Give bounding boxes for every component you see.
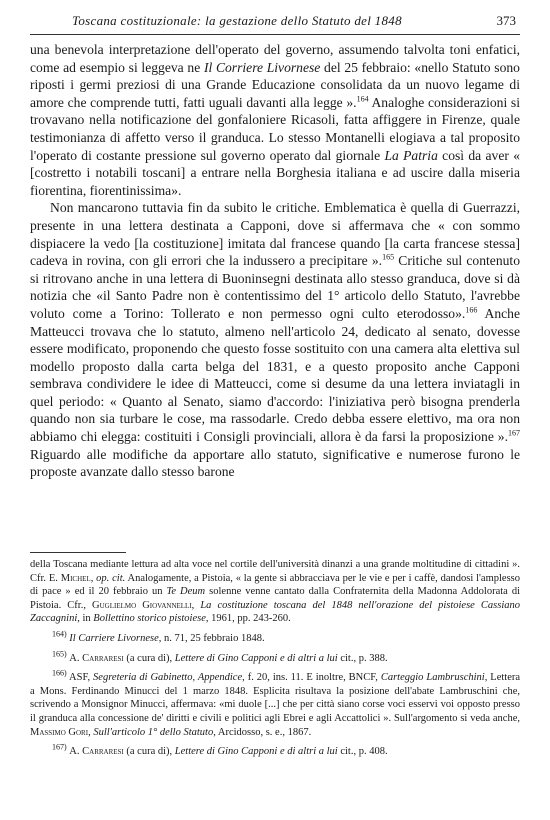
footnote-ref: 165 <box>382 252 395 262</box>
text-run: (a cura di), <box>123 652 175 664</box>
text-run: Anche Matteucci trovava che lo statuto, almeno nell'articolo 24, dedicato al senato, dovesse essere modificato, proponendo che questo fosse sostituito con una camera alta elettiva sul modello proposto dalla carta belga del 1831, e a questo proposito anche Capponi sembrava condividere le idee di Matteucci, come si desume da una lettera inviatagli in quel periodo: « Quanto al Senato, siamo d'accordo: l'iniziativa però bisogna prenderla quando non sia turbare le cose, ma rassodarle. Credo debba essere elettivo, ma ora non abbiamo chi elegga: costituiti i Consigli provinciali, allora è da farsi la proposizione ». <box>30 305 520 445</box>
text-run: , 1961, pp. 243-260. <box>205 613 291 625</box>
footnote-ref: 167 <box>508 428 520 438</box>
journal-title: Bollettino storico pistoiese <box>93 613 206 625</box>
italic-term: Te Deum <box>166 586 206 598</box>
archive-series: Carteggio Lambruschini <box>380 672 485 684</box>
footnote-167 <box>30 742 520 759</box>
footnotes-rule <box>30 552 126 553</box>
text-run: , Arcidosso, s. e., 1867. <box>213 726 312 738</box>
text-run: solenne venne cantato dalla Confraternita della Madonna Addolorata di Pistoia. Cfr., <box>30 586 521 611</box>
author-name: Guglielmo Giovannelli <box>92 599 192 611</box>
page-number: 373 <box>496 13 516 28</box>
footnote-number: 166) <box>52 668 67 678</box>
footnote-164 <box>30 629 520 646</box>
work-title: La costituzione toscana del 1848 nell'orazione del pistoiese Cassiano Zaccagnini <box>30 599 520 625</box>
text-run: , in <box>77 613 94 625</box>
footnote-number: 165) <box>52 649 67 659</box>
text-run: una benevola interpretazione dell'operato del governo, assumendo talvolta toni enfatici, come ad esempio si leggeva ne <box>30 42 520 75</box>
text-run: Critiche sul contenuto si ritrovano anche in una lettera di Buoninsegni destinata allo stesso granduca, dove si dà notizia che «il Santo Padre non è contentissimo del 1° articolo dello Statuto, l'avrebbe voluto come a Torino: Tollerato e non permesso ogni culto eterodosso». <box>30 253 520 321</box>
author-name: Massimo Gori <box>30 726 89 738</box>
running-title: Toscana costituzionale: la gestazione dello Statuto del 1848 <box>72 13 402 28</box>
text-run: cit., p. 388. <box>337 652 388 664</box>
text-run: , <box>88 726 94 738</box>
text-run: cit., p. 408. <box>337 746 388 758</box>
text-run: Non mancarono tuttavia fin da subito le critiche. Emblematica è quella di Guerrazzi, presente in una lettera destinata a Capponi, dove si affermava che « con sommo dispiacere la vedo [la costituzione] imitata dal francese quando [la carta francese stessa] cadeva in rovina, con gli errori che la indussero a precipitare ». <box>30 200 520 269</box>
archive-series: Segreteria di Gabinetto, Appendice <box>93 672 243 684</box>
footnote-ref: 164 <box>356 94 369 104</box>
footnote-number: 167) <box>52 742 67 752</box>
footnote-continuation <box>30 558 520 626</box>
text-run: , <box>90 572 97 584</box>
text-run: (a cura di), <box>123 746 175 758</box>
running-header <box>30 13 520 31</box>
footnote-166 <box>30 668 521 739</box>
text-run: della Toscana mediante lettura ad alta voce nel cortile dell'università dinanzi a una grande moltitudine di cittadini ». Cfr. <box>30 559 520 584</box>
citation-abbrev: op. cit. <box>96 572 126 584</box>
text-run: ASF, <box>69 672 94 684</box>
text-run: , f. 20, ins. 11. E inoltre, BNCF, <box>242 672 381 684</box>
text-run: , <box>191 599 201 611</box>
paragraph-2 <box>30 199 520 481</box>
author-name: E. Michel <box>48 572 91 584</box>
author-name: A. Carraresi <box>69 746 124 758</box>
text-run: Analogamente, a Pistoia, « la gente si abbracciava per le vie e per i caffè, dandosi l'amplesso di pace » ed il 20 febbraio un <box>30 572 521 598</box>
newspaper-title: Il Corriere Livornese <box>203 59 321 75</box>
work-title: Sull'articolo 1° dello Statuto <box>93 726 214 738</box>
work-title: Il Carriere Livornese <box>69 632 159 644</box>
newspaper-title: La Patria <box>384 147 438 163</box>
text-run: così da aver « [costretto i notabili toscani] a entrare nella Borghesia italiana e ad uscire dalla miseria fiorentina, fiorentinissima». <box>30 147 520 198</box>
footnote-165 <box>30 649 520 666</box>
author-name: A. Carraresi <box>69 652 124 664</box>
body-text <box>30 41 520 481</box>
text-run: Riguardo alle modifiche da apportare allo statuto, significative e numerose furono le proposte avanzate dallo stesso barone <box>30 446 520 480</box>
text-run: , Lettera a Mons. Ferdinando Minucci del 1 marzo 1848. Esplicita risultava la posizione dell'abate Lambruschini che, scrivendo a Monsignor Minucci, affermava: «mi duole [...] che per città siano corse voci esservi voi opposto presso il granduca alla concessione de' diritti e civili e politici agli Ebrei e agli Accattolici ». Sull'argomento si veda anche, <box>30 672 521 724</box>
work-title: Lettere di Gino Capponi e di altri a lui <box>174 652 338 664</box>
header-rule <box>30 34 520 35</box>
text-run: Analoghe considerazioni si trovavano nella notificazione del gonfaloniere Ricasoli, fatta affiggere in Firenze, quale testimonianza di affetto verso il granduca. Lo stesso Montanelli elogiava a tal proposito l'operato di costante pressione sul governo operato dal giornale <box>30 94 520 163</box>
text-run: del 25 febbraio: «nello Statuto sono riposti i germi preziosi di una Grande Educazione consolidata da un nuovo legame di amore che comprende tutti, fatti uguali davanti alla legge ». <box>30 59 520 110</box>
paragraph-1 <box>30 41 520 199</box>
work-title: Lettere di Gino Capponi e di altri a lui <box>174 746 338 758</box>
footnotes <box>30 558 520 759</box>
text-run: , n. 71, 25 febbraio 1848. <box>158 632 265 644</box>
footnote-number: 164) <box>52 629 67 639</box>
footnote-ref: 166 <box>465 305 478 315</box>
